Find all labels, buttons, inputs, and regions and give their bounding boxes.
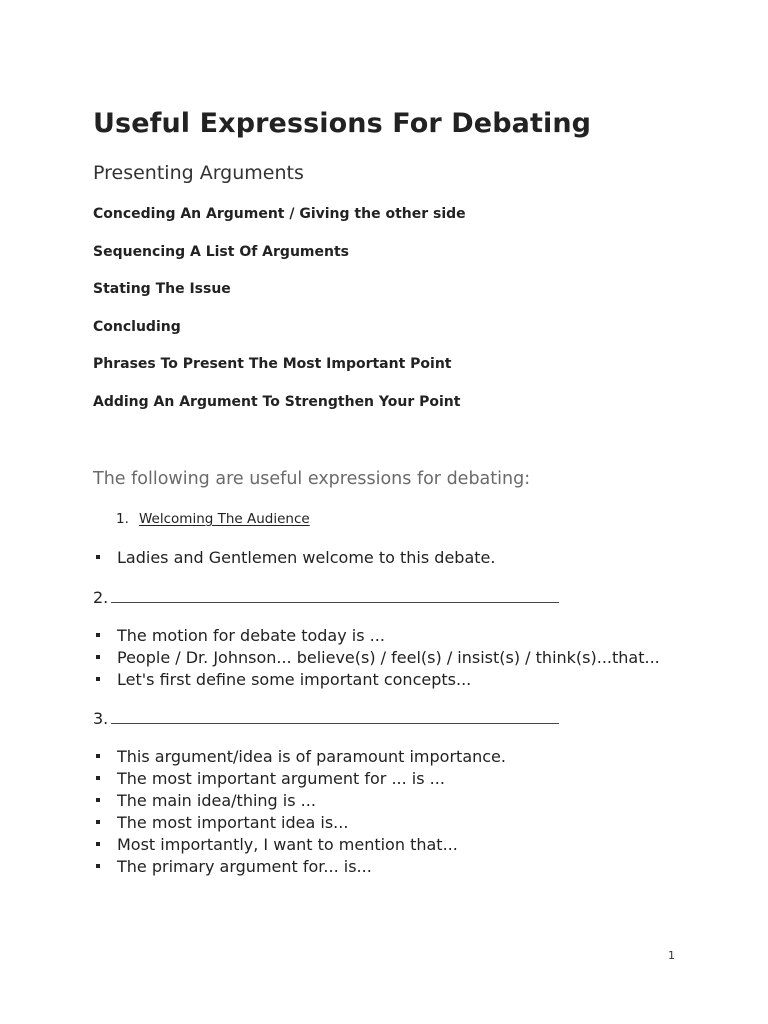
heading-conceding: Conceding An Argument / Giving the other side: [93, 206, 466, 222]
list-number: 1.: [116, 511, 129, 527]
bullet-marker: [96, 677, 100, 681]
bullet-item: [96, 747, 506, 766]
page-subtitle: Presenting Arguments: [93, 162, 304, 184]
page-title: Useful Expressions For Debating: [93, 108, 592, 139]
bullet-marker: [96, 754, 100, 758]
bullet-marker: [96, 842, 100, 846]
bullet-text: The primary argument for... is...: [117, 857, 372, 876]
heading-sequencing: Sequencing A List Of Arguments: [93, 244, 349, 260]
bullet-marker: [96, 864, 100, 868]
section-number: 3.: [93, 709, 109, 728]
blank-line: [111, 601, 559, 603]
welcoming-audience-label: Welcoming The Audience: [139, 511, 310, 527]
bullet-text: The main idea/thing is ...: [117, 791, 316, 810]
section-3-blank: [93, 709, 559, 728]
bullet-item: [96, 670, 471, 689]
bullet-item: [96, 769, 445, 788]
section-number: 2.: [93, 588, 109, 607]
bullet-text: People / Dr. Johnson... believe(s) / feel(s) / insist(s) / think(s)...that...: [117, 648, 660, 667]
bullet-item: [96, 813, 348, 832]
list-item-welcoming: [116, 511, 310, 527]
bullet-marker: [96, 820, 100, 824]
bullet-marker: [96, 776, 100, 780]
bullet-text: Let's first define some important concepts...: [117, 670, 472, 689]
bullet-item: [96, 626, 385, 645]
bullet-item: [96, 835, 458, 854]
bullet-item: [96, 857, 372, 876]
bullet-text: The motion for debate today is ...: [117, 626, 385, 645]
bullet-marker: [96, 798, 100, 802]
bullet-text: The most important idea is...: [117, 813, 349, 832]
bullet-marker: [96, 633, 100, 637]
bullet-marker: [96, 555, 100, 559]
blank-line: [111, 722, 559, 724]
heading-most-important-point: Phrases To Present The Most Important Point: [93, 356, 452, 372]
bullet-marker: [96, 655, 100, 659]
heading-concluding: Concluding: [93, 319, 181, 335]
page-number: 1: [668, 949, 675, 962]
bullet-item: [96, 791, 316, 810]
bullet-item: [96, 648, 660, 667]
bullet-text: The most important argument for ... is ...: [117, 769, 445, 788]
heading-adding-argument: Adding An Argument To Strengthen Your Point: [93, 394, 461, 410]
lead-paragraph: The following are useful expressions for debating:: [93, 469, 531, 489]
bullet-text: This argument/idea is of paramount importance.: [117, 747, 506, 766]
bullet-item: [96, 548, 495, 567]
bullet-text: Most importantly, I want to mention that...: [117, 835, 458, 854]
bullet-text: Ladies and Gentlemen welcome to this debate.: [117, 548, 496, 567]
section-2-blank: [93, 588, 559, 607]
heading-stating-issue: Stating The Issue: [93, 281, 231, 297]
